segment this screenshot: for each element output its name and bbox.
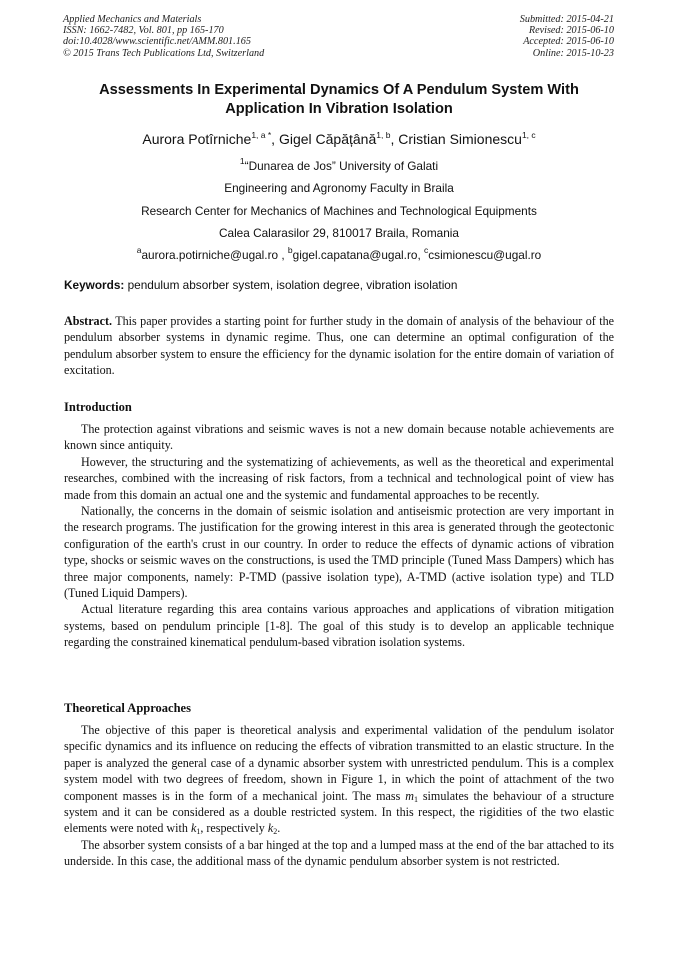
email-c-marker: c <box>424 245 429 256</box>
title-line-1: Assessments In Experimental Dynamics Of A Pendulum System With <box>99 82 579 98</box>
theory-text-b: simulates the behaviour of a structure system and it can be considered as a double restricted system. In this respect, the rigidities of the two elastic elements were noted with <box>64 788 614 836</box>
theory-text-d: . <box>277 821 281 836</box>
theory-heading: Theoretical Approaches <box>64 701 191 715</box>
symbol-k2-sub: 2 <box>273 827 278 837</box>
theory-paragraph-2: The absorber system consists of a bar hinged at the top and a lumped mass at the end of the bar attached to its underside. In this case, the additional mass of the dynamic pendulum absorber system is not restricted. <box>64 837 614 869</box>
symbol-k1: k <box>190 821 197 836</box>
theory-text-c: , respectively <box>200 821 268 836</box>
date-accepted: Accepted: 2015-06-10 <box>523 36 614 48</box>
author-1-affil: 1, a * <box>251 130 272 140</box>
journal-issn: ISSN: 1662-7482, Vol. 801, pp 165-170 <box>63 25 224 37</box>
abstract-text: This paper provides a starting point for further study in the domain of analysis of the behaviour of the pendulum absorber systems in dynamic regime. Thus, one can determine an optimal configuration of the pendulum absorber system to ensure the efficiency for the dynamic isolation for the entire domain of variation of excitation. <box>64 314 614 378</box>
email-b-link[interactable]: gigel.capatana@ugal.ro, <box>292 248 425 263</box>
email-a-link[interactable]: aurora.potirniche@ugal.ro , <box>141 248 288 263</box>
symbol-m-sub: 1 <box>413 794 418 804</box>
paper-title <box>60 81 618 118</box>
author-2: Gigel Căpățână <box>278 131 377 147</box>
author-list <box>40 130 638 148</box>
theory-body <box>64 722 614 870</box>
journal-copyright: © 2015 Trans Tech Publications Ltd, Switzerland <box>63 47 265 59</box>
keywords <box>64 277 457 293</box>
abstract-paragraph <box>64 313 614 379</box>
date-revised: Revised: 2015-06-10 <box>528 25 614 37</box>
symbol-k1-sub: 1 <box>196 827 201 837</box>
affiliation-marker: 1 <box>239 156 245 166</box>
symbol-m: m <box>405 788 414 803</box>
affiliation-block <box>40 155 638 266</box>
intro-paragraph-4: Actual literature regarding this area contains various approaches and applications of vibration mitigation systems, based on pendulum principle [1-8]. The goal of this study is to develop an applicable technique regarding the constrained kinematical pendulum-based vibration isolation systems. <box>64 602 614 650</box>
author-3-affil: 1, c <box>521 130 536 140</box>
introduction-heading: Introduction <box>64 400 132 414</box>
date-online: Online: 2015-10-23 <box>532 47 614 59</box>
title-line-2: Application In Vibration Isolation <box>225 100 453 117</box>
symbol-k2: k <box>267 821 274 836</box>
email-c-link[interactable]: csimionescu@ugal.ro <box>428 248 542 263</box>
abstract-label: Abstract. <box>64 314 113 328</box>
author-sep-1: , <box>271 131 279 147</box>
university-name: “Dunarea de Jos” University of Galati <box>244 159 439 173</box>
intro-paragraph-1: The protection against vibrations and seismic waves is not a new domain because notable achievements are known since antiquity. <box>64 422 614 453</box>
keywords-text: pendulum absorber system, isolation degree, vibration isolation <box>124 278 458 292</box>
theory-paragraph-1 <box>64 722 614 837</box>
author-sep-2: , <box>390 131 399 147</box>
intro-paragraph-2: However, the structuring and the systematizing of achievements, as well as the theoretical and experimental researches, combined with the increasing of risk factors, from a technical and technological point of view has made from this domain an actual one and the systemic and fundamental approaches to be recently. <box>64 454 614 502</box>
intro-paragraph-3: Nationally, the concerns in the domain of seismic isolation and antiseismic protection are very important in the research programs. The justification for the growing interest in this area is generated through the geotectonic configuration of the earth's crust in our country. In order to reduce the effects of dynamic actions of vibration type, shocks or seismic waves on the constructions, is used the TMD principle (Tuned Mass Dampers) which has three major components, namely: P-TMD (passive isolation type), A-TMD (active isolation type) and TLD (Tuned Liquid Dampers). <box>64 504 614 601</box>
journal-info <box>63 14 264 59</box>
journal-doi: doi:10.4028/www.scientific.net/AMM.801.165 <box>63 36 251 48</box>
affiliation-university <box>40 155 638 177</box>
date-submitted: Submitted: 2015-04-21 <box>519 14 614 25</box>
publication-dates <box>520 14 614 59</box>
email-b-marker: b <box>287 245 293 256</box>
email-a-marker: a <box>136 245 142 256</box>
author-emails <box>40 244 638 266</box>
theory-text-a: The objective of this paper is theoretical analysis and experimental validation of the pendulum isolator specific dynamics and its influence on reducing the effects of vibration transmitted to an elastic structure. In the paper is analyzed the general case of a dynamic absorber system with unrestricted pendulum. This is a complex system model with two degrees of freedom, shown in Figure 1, in which the point of attachment of the two component masses is in the form of a mechanical joint. The mass <box>64 723 614 803</box>
affiliation-faculty: Engineering and Agronomy Faculty in Braila <box>224 181 454 196</box>
affiliation-address: Calea Calarasilor 29, 810017 Braila, Romania <box>218 225 459 240</box>
abstract <box>64 313 614 379</box>
keywords-label: Keywords: <box>64 278 125 292</box>
journal-name: Applied Mechanics and Materials <box>63 14 202 25</box>
author-1: Aurora Potîrniche <box>142 131 252 147</box>
author-2-affil: 1, b <box>376 130 391 140</box>
affiliation-center: Research Center for Mechanics of Machines and Technological Equipments <box>141 203 537 218</box>
author-3: Cristian Simionescu <box>398 131 522 147</box>
introduction-body <box>64 421 614 651</box>
